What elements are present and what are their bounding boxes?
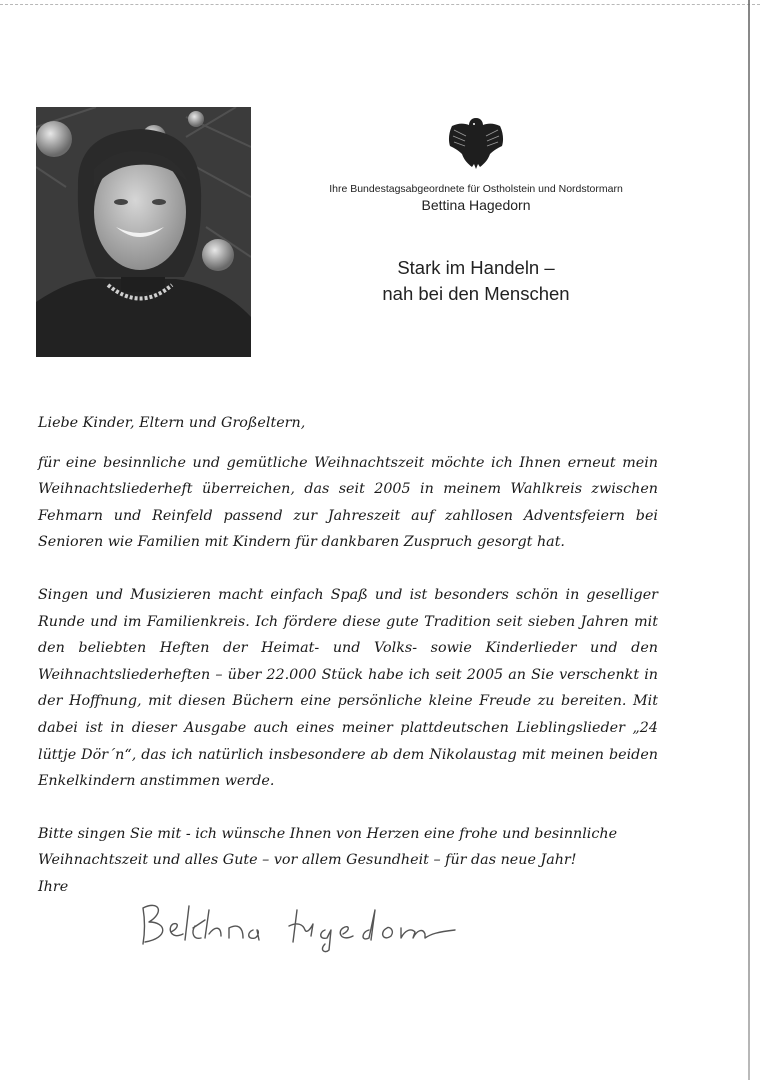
page-right-edge xyxy=(748,0,750,1080)
portrait-photo xyxy=(36,107,251,357)
header-name: Bettina Hagedorn xyxy=(421,197,531,213)
slogan-line-1: Stark im Handeln – xyxy=(397,257,555,278)
letter-paragraph-3: Bitte singen Sie mit - ich wünsche Ihnen von Herzen eine frohe und besinnliche Weihnachtszeit und alles Gute – vor allem Gesundheit – für das neue Jahr! xyxy=(38,825,618,869)
letter-paragraph-2: Singen und Musizieren macht einfach Spaß und ist besonders schön in geselliger Runde und im Familienkreis. Ich fördere diese gute Tradition seit sieben Jahren mit den beliebten Heften der Heimat- und Volks- sowie Kinderlieder und den Weihnachtsliederheften – über 22.000 Stück habe ich seit 2005 an Sie verschenkt in der Hoffnung, mit diesen Büchern eine persönliche kleine Freude zu bereiten. Mit dabei ist in dieser Ausgabe auch eines meiner plattdeutschen Lieblingslieder „24 lüttje Dör´n“, das ich natürlich insbesondere ab dem Nikolaustag mit meinen beiden Enkelkindern anstimmen werde. xyxy=(38,586,658,790)
letter-paragraph-1: für eine besinnliche und gemütliche Weihnachtszeit möchte ich Ihnen erneut mein Weihnachtsliederheft überreichen, das seit 2005 in meinem Wahlkreis zwischen Fehmarn und Reinfeld passend zur Jahreszeit auf zahllosen Adventsfeiern bei Senioren wie Familien mit Kindern für dankbaren Zuspruch gesorgt hat. xyxy=(38,454,658,551)
letter-closing: Ihre xyxy=(38,878,69,895)
letter-greeting: Liebe Kinder, Eltern und Großeltern, xyxy=(38,415,306,431)
slogan xyxy=(330,255,622,307)
handwritten-signature xyxy=(125,888,485,958)
header-subtitle: Ihre Bundestagsabgeordnete für Ostholstein und Nordstormarn xyxy=(329,183,623,195)
page-top-border xyxy=(0,4,760,5)
federal-eagle-icon xyxy=(444,114,508,172)
letter-body xyxy=(38,410,658,901)
slogan-line-2: nah bei den Menschen xyxy=(382,283,570,304)
